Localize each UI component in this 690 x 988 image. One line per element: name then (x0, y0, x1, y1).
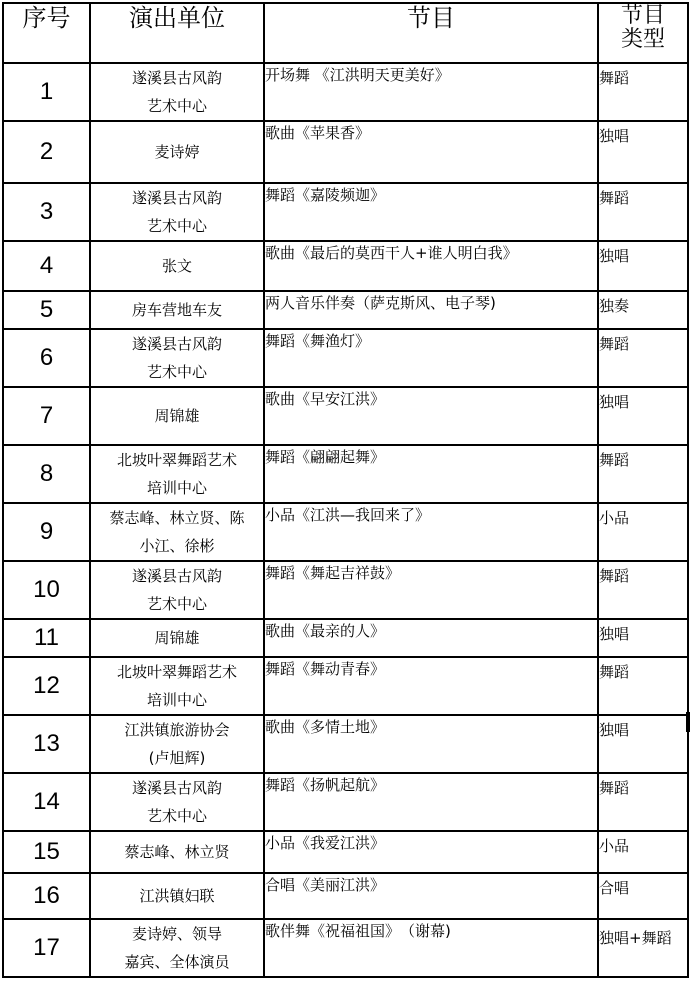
row-number: 17 (3, 919, 90, 977)
row-number: 13 (3, 715, 90, 773)
row-number: 3 (3, 183, 90, 241)
row-number: 6 (3, 329, 90, 387)
table-row (3, 831, 688, 873)
row-performer (90, 291, 264, 329)
performer-line: 江洪镇旅游协会 (124, 721, 230, 739)
row-program: 歌曲《最后的莫西干人+谁人明白我》 (264, 241, 598, 291)
table-body (3, 63, 688, 977)
row-number: 15 (3, 831, 90, 873)
table-row (3, 561, 688, 619)
row-number: 8 (3, 445, 90, 503)
performer-line: 北坡叶翠舞蹈艺术 (116, 663, 237, 681)
row-type: 独唱 (598, 715, 688, 773)
row-program: 两人音乐伴奏（萨克斯风、电子琴) (264, 291, 598, 329)
row-number: 5 (3, 291, 90, 329)
row-type: 舞蹈 (598, 329, 688, 387)
row-performer (90, 241, 264, 291)
performer-line: 张文 (161, 257, 192, 275)
table-row (3, 445, 688, 503)
row-type: 独奏 (598, 291, 688, 329)
row-performer (90, 561, 264, 619)
table-row (3, 919, 688, 977)
row-number: 1 (3, 63, 90, 121)
performer-line: 艺术中心 (146, 97, 207, 115)
performer-line: (卢旭辉) (148, 749, 206, 767)
row-performer (90, 183, 264, 241)
row-number: 10 (3, 561, 90, 619)
row-type: 独唱 (598, 241, 688, 291)
row-performer (90, 619, 264, 657)
header-show: 节目 (264, 3, 598, 63)
row-program: 舞蹈《嘉陵频迦》 (264, 183, 598, 241)
row-type: 小品 (598, 503, 688, 561)
row-performer (90, 773, 264, 831)
row-program: 小品《我爱江洪》 (264, 831, 598, 873)
row-number: 2 (3, 121, 90, 183)
row-type: 小品 (598, 831, 688, 873)
performer-line: 遂溪县古风韵 (131, 69, 222, 87)
row-program: 小品《江洪—我回来了》 (264, 503, 598, 561)
header-type-line1: 节目 (620, 3, 665, 28)
row-number: 14 (3, 773, 90, 831)
row-program: 开场舞 《江洪明天更美好》 (264, 63, 598, 121)
table-row (3, 241, 688, 291)
performer-line: 遂溪县古风韵 (131, 779, 222, 797)
table-row (3, 873, 688, 919)
edge-mark (686, 712, 690, 732)
table-row (3, 657, 688, 715)
row-program: 舞蹈《扬帆起航》 (264, 773, 598, 831)
row-performer (90, 445, 264, 503)
row-type: 舞蹈 (598, 657, 688, 715)
row-type: 合唱 (598, 873, 688, 919)
performer-line: 遂溪县古风韵 (131, 335, 222, 353)
row-program: 歌伴舞《祝福祖国》 （谢幕) (264, 919, 598, 977)
row-performer (90, 657, 264, 715)
performer-line: 蔡志峰、林立贤、陈 (109, 509, 245, 527)
row-performer (90, 63, 264, 121)
row-performer (90, 503, 264, 561)
row-number: 16 (3, 873, 90, 919)
performer-line: 蔡志峰、林立贤 (124, 843, 230, 861)
performer-line: 周锦雄 (154, 407, 200, 425)
table-row (3, 329, 688, 387)
row-program: 舞蹈《舞动青春》 (264, 657, 598, 715)
table-row (3, 121, 688, 183)
row-number: 9 (3, 503, 90, 561)
performer-line: 麦诗婷、领导 (131, 925, 222, 943)
row-type: 独唱+舞蹈 (598, 919, 688, 977)
row-performer (90, 121, 264, 183)
performer-line: 艺术中心 (146, 363, 207, 381)
row-performer (90, 387, 264, 445)
performer-line: 江洪镇妇联 (139, 887, 215, 905)
row-performer (90, 715, 264, 773)
performer-line: 麦诗婷 (154, 143, 200, 161)
row-number: 12 (3, 657, 90, 715)
table-row (3, 619, 688, 657)
row-performer (90, 831, 264, 873)
performer-line: 小江、徐彬 (139, 537, 215, 555)
row-type: 舞蹈 (598, 63, 688, 121)
table-row (3, 183, 688, 241)
table-row (3, 291, 688, 329)
row-type: 独唱 (598, 619, 688, 657)
performer-line: 培训中心 (146, 691, 207, 709)
row-program: 歌曲《苹果香》 (264, 121, 598, 183)
performer-line: 周锦雄 (154, 629, 200, 647)
performer-line: 艺术中心 (146, 595, 207, 613)
row-program: 歌曲《多情土地》 (264, 715, 598, 773)
performer-line: 培训中心 (146, 479, 207, 497)
performer-line: 北坡叶翠舞蹈艺术 (116, 451, 237, 469)
row-number: 7 (3, 387, 90, 445)
performer-line: 艺术中心 (146, 807, 207, 825)
header-row (3, 3, 688, 63)
program-table (2, 2, 689, 978)
row-type: 舞蹈 (598, 773, 688, 831)
row-program: 歌曲《早安江洪》 (264, 387, 598, 445)
header-type (598, 3, 688, 63)
table-row (3, 715, 688, 773)
row-program: 舞蹈《舞渔灯》 (264, 329, 598, 387)
table-row (3, 63, 688, 121)
row-performer (90, 329, 264, 387)
table-row (3, 387, 688, 445)
performer-line: 遂溪县古风韵 (131, 567, 222, 585)
row-performer (90, 919, 264, 977)
row-type: 独唱 (598, 387, 688, 445)
row-performer (90, 873, 264, 919)
row-type: 独唱 (598, 121, 688, 183)
row-program: 歌曲《最亲的人》 (264, 619, 598, 657)
performer-line: 艺术中心 (146, 217, 207, 235)
performer-line: 房车营地车友 (131, 301, 222, 319)
row-type: 舞蹈 (598, 445, 688, 503)
table-row (3, 503, 688, 561)
performer-line: 嘉宾、全体演员 (124, 953, 230, 971)
row-program: 舞蹈《翩翩起舞》 (264, 445, 598, 503)
table-row (3, 773, 688, 831)
row-type: 舞蹈 (598, 561, 688, 619)
row-program: 舞蹈《舞起吉祥鼓》 (264, 561, 598, 619)
header-num: 序号 (3, 3, 90, 63)
row-number: 11 (3, 619, 90, 657)
performer-line: 遂溪县古风韵 (131, 189, 222, 207)
header-type-line2: 类型 (620, 27, 665, 52)
row-number: 4 (3, 241, 90, 291)
header-unit: 演出单位 (90, 3, 264, 63)
row-type: 舞蹈 (598, 183, 688, 241)
row-program: 合唱《美丽江洪》 (264, 873, 598, 919)
